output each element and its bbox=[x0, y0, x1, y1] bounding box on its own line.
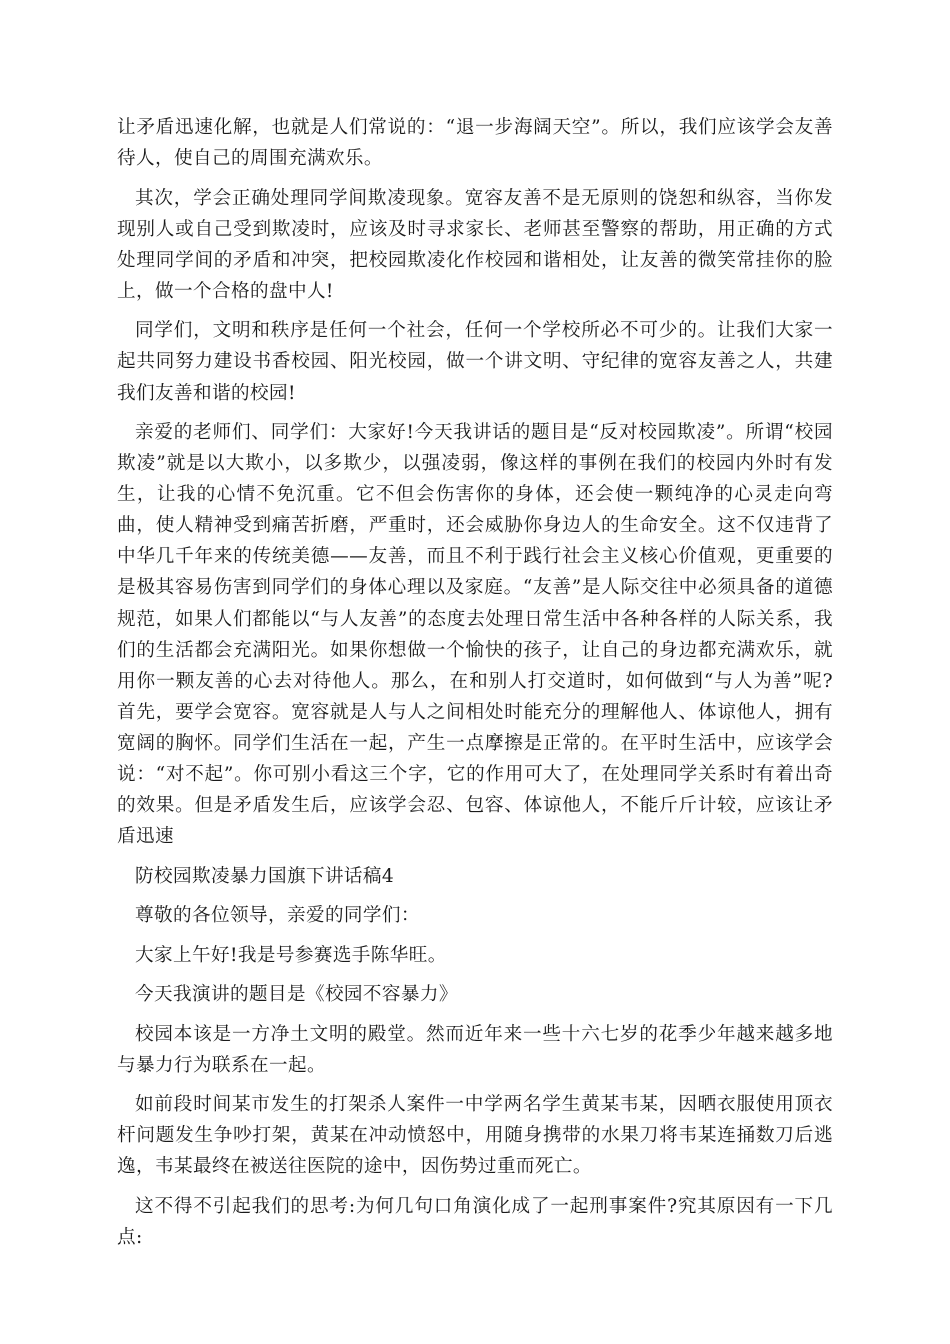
paragraph-2: 其次，学会正确处理同学间欺凌现象。宽容友善不是无原则的饶恕和纵容，当你发现别人或自己受到欺凌时，应该及时寻求家长、老师甚至警察的帮助，用正确的方式处理同学间的矛盾和冲突，把校园欺凌化作校园和谐相处，让友善的微笑常挂你的脸上，做一个合格的盘中人! bbox=[117, 187, 833, 302]
paragraph-11: 这不得不引起我们的思考:为何几句口角演化成了一起刑事案件?究其原因有一下几点: bbox=[117, 1195, 833, 1248]
section-title: 防校园欺凌暴力国旗下讲话稿4 bbox=[135, 865, 395, 887]
greeting: 大家上午好!我是号参赛选手陈华旺。 bbox=[135, 944, 447, 966]
document-page bbox=[117, 112, 833, 1261]
speech-topic: 今天我演讲的题目是《校园不容暴力》 bbox=[135, 984, 458, 1006]
paragraph-3: 同学们，文明和秩序是任何一个社会，任何一个学校所必不可少的。让我们大家一起共同努力建设书香校园、阳光校园，做一个讲文明、守纪律的宽容友善之人，共建我们友善和谐的校园! bbox=[117, 320, 833, 404]
paragraph-1: 让矛盾迅速化解，也就是人们常说的：“退一步海阔天空”。所以，我们应该学会友善待人，使自己的周围充满欢乐。 bbox=[117, 117, 833, 170]
paragraph-9: 校园本该是一方净土文明的殿堂。然而近年来一些十六七岁的花季少年越来越多地与暴力行为联系在一起。 bbox=[117, 1023, 833, 1076]
salutation: 尊敬的各位领导，亲爱的同学们： bbox=[135, 905, 420, 927]
paragraph-10: 如前段时间某市发生的打架杀人案件一中学两名学生黄某韦某，因晒衣服使用顶衣杆问题发生争吵打架，黄某在冲动愤怒中，用随身携带的水果刀将韦某连捅数刀后逃逸，韦某最终在被送往医院的途中，因伤势过重而死亡。 bbox=[117, 1094, 833, 1178]
paragraph-4: 亲爱的老师们、同学们：大家好!今天我讲话的题目是“反对校园欺凌”。所谓“校园欺凌”就是以大欺小，以多欺少，以强凌弱，像这样的事例在我们的校园内外时有发生，让我的心情不免沉重。它不但会伤害你的身体，还会使一颗纯净的心灵走向弯曲，使人精神受到痛苦折磨，严重时，还会威胁你身边人的生命安全。这不仅违背了中华几千年来的传统美德——友善，而且不利于践行社会主义核心价值观，更重要的是极其容易伤害到同学们的身体心理以及家庭。“友善”是人际交往中必须具备的道德规范，如果人们都能以“与人友善”的态度去处理日常生活中各种各样的人际关系，我们的生活都会充满阳光。如果你想做一个愉快的孩子，让自己的身边都充满欢乐，就用你一颗友善的心去对待他人。那么，在和别人打交道时，如何做到“与人为善”呢? 首先，要学会宽容。宽容就是人与人之间相处时能充分的理解他人、体谅他人，拥有宽阔的胸怀。同学们生活在一起，产生一点摩擦是正常的。在平时生活中，应该学会说：“对不起”。你可别小看这三个字，它的作用可大了，在处理同学关系时有着出奇的效果。但是矛盾发生后，应该学会忍、包容、体谅他人，不能斤斤计较，应该让矛盾迅速 bbox=[117, 422, 833, 848]
